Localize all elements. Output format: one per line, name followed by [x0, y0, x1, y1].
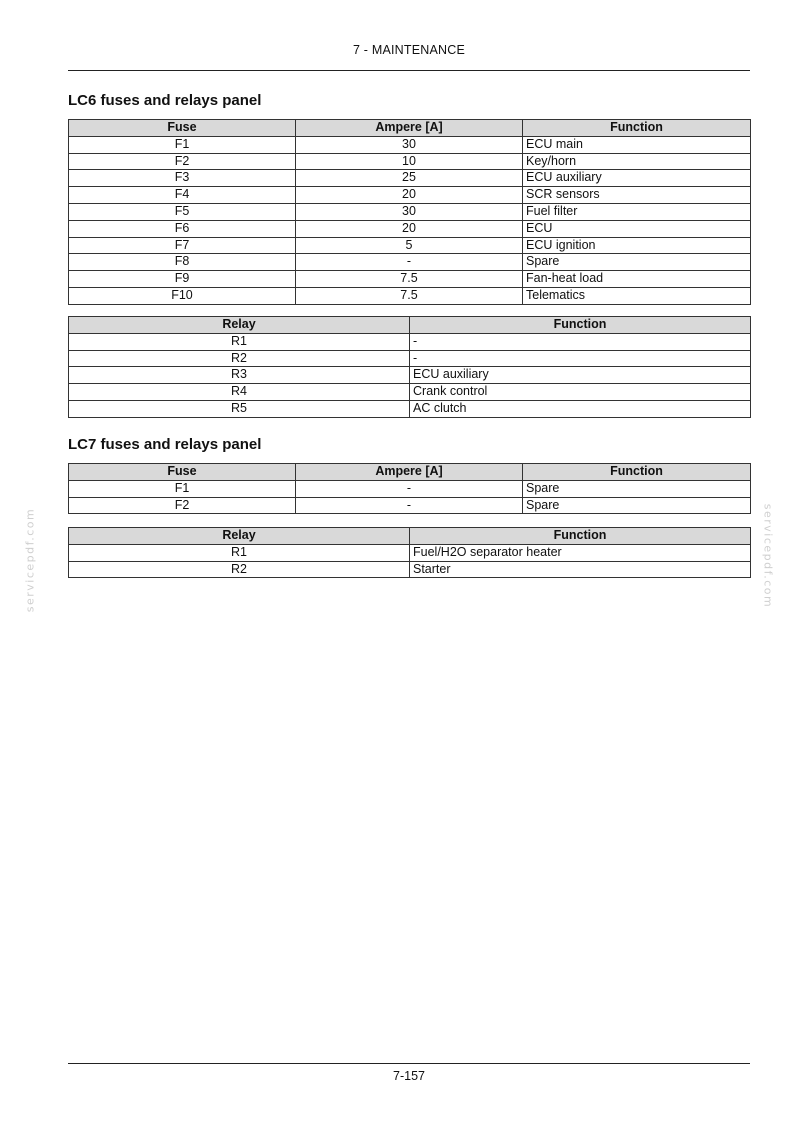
column-header-function: Function [523, 464, 751, 481]
table-row [69, 497, 751, 514]
function-cell: SCR sensors [523, 187, 751, 204]
table-row [69, 237, 751, 254]
ampere-cell: 20 [296, 220, 523, 237]
lc6-title: LC6 fuses and relays panel [68, 92, 262, 109]
column-header-relay: Relay [69, 528, 410, 545]
column-header-fuse: Fuse [69, 464, 296, 481]
fuse-cell: F7 [69, 237, 296, 254]
function-cell: - [410, 333, 751, 350]
fuse-cell: F1 [69, 480, 296, 497]
fuse-cell: F2 [69, 153, 296, 170]
lc7-relay-table [68, 527, 751, 578]
table-header-row [69, 528, 751, 545]
function-cell: - [410, 350, 751, 367]
column-header-ampere: Ampere [A] [296, 120, 523, 137]
function-cell: Spare [523, 254, 751, 271]
ampere-cell: - [296, 497, 523, 514]
function-cell: ECU main [523, 136, 751, 153]
fuse-cell: F10 [69, 287, 296, 304]
column-header-relay: Relay [69, 317, 410, 334]
ampere-cell: - [296, 254, 523, 271]
function-cell: Fan-heat load [523, 271, 751, 288]
table-row [69, 480, 751, 497]
table-header-row [69, 317, 751, 334]
table-row [69, 187, 751, 204]
lc7-title: LC7 fuses and relays panel [68, 436, 262, 453]
function-cell: ECU auxiliary [410, 367, 751, 384]
table-row [69, 350, 751, 367]
function-cell: Fuel/H2O separator heater [410, 544, 751, 561]
relay-cell: R2 [69, 350, 410, 367]
function-cell: ECU auxiliary [523, 170, 751, 187]
ampere-cell: 30 [296, 203, 523, 220]
relay-cell: R1 [69, 333, 410, 350]
ampere-cell: 30 [296, 136, 523, 153]
fuse-cell: F4 [69, 187, 296, 204]
table-row [69, 333, 751, 350]
table-row [69, 220, 751, 237]
footer-rule [68, 1063, 750, 1064]
table-row [69, 203, 751, 220]
function-cell: Telematics [523, 287, 751, 304]
lc7-fuse-table [68, 463, 751, 514]
table-header-row [69, 464, 751, 481]
header-rule [68, 70, 750, 71]
function-cell: Starter [410, 561, 751, 578]
fuse-cell: F9 [69, 271, 296, 288]
ampere-cell: 20 [296, 187, 523, 204]
fuse-cell: F1 [69, 136, 296, 153]
ampere-cell: 25 [296, 170, 523, 187]
table-row [69, 271, 751, 288]
relay-cell: R2 [69, 561, 410, 578]
column-header-function: Function [523, 120, 751, 137]
relay-cell: R1 [69, 544, 410, 561]
relay-cell: R3 [69, 367, 410, 384]
table-row [69, 561, 751, 578]
fuse-cell: F2 [69, 497, 296, 514]
page-number: 7-157 [393, 1069, 425, 1083]
table-row [69, 400, 751, 417]
function-cell: ECU ignition [523, 237, 751, 254]
table-row [69, 287, 751, 304]
function-cell: Key/horn [523, 153, 751, 170]
lc6-relay-table [68, 316, 751, 418]
function-cell: Spare [523, 480, 751, 497]
lc6-fuse-table [68, 119, 751, 305]
relay-cell: R4 [69, 384, 410, 401]
ampere-cell: 5 [296, 237, 523, 254]
watermark-right: servicepdf.com [761, 503, 775, 609]
table-row [69, 544, 751, 561]
column-header-ampere: Ampere [A] [296, 464, 523, 481]
page-header: 7 - MAINTENANCE [352, 43, 466, 57]
function-cell: AC clutch [410, 400, 751, 417]
ampere-cell: - [296, 480, 523, 497]
function-cell: ECU [523, 220, 751, 237]
table-row [69, 136, 751, 153]
table-row [69, 384, 751, 401]
column-header-function: Function [410, 317, 751, 334]
fuse-cell: F5 [69, 203, 296, 220]
column-header-fuse: Fuse [69, 120, 296, 137]
table-row [69, 153, 751, 170]
table-row [69, 254, 751, 271]
fuse-cell: F6 [69, 220, 296, 237]
function-cell: Crank control [410, 384, 751, 401]
fuse-cell: F8 [69, 254, 296, 271]
column-header-function: Function [410, 528, 751, 545]
table-header-row [69, 120, 751, 137]
ampere-cell: 7.5 [296, 271, 523, 288]
ampere-cell: 10 [296, 153, 523, 170]
function-cell: Spare [523, 497, 751, 514]
table-row [69, 367, 751, 384]
relay-cell: R5 [69, 400, 410, 417]
watermark-left: servicepdf.com [23, 507, 37, 613]
function-cell: Fuel filter [523, 203, 751, 220]
table-row [69, 170, 751, 187]
ampere-cell: 7.5 [296, 287, 523, 304]
fuse-cell: F3 [69, 170, 296, 187]
